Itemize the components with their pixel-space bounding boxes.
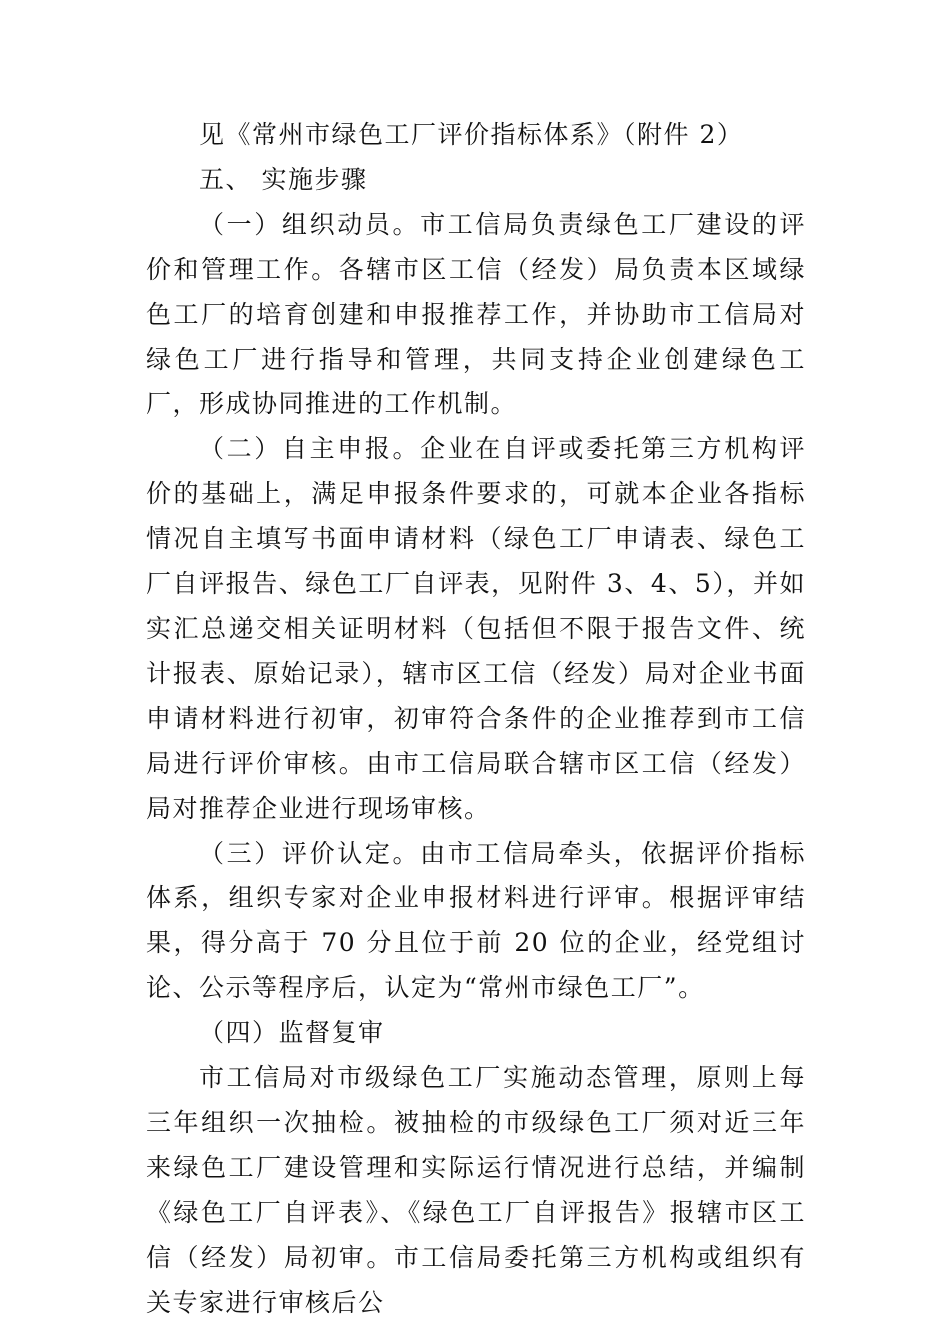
subheading-supervision-review: （四）监督复审	[199, 1018, 385, 1048]
paragraph-attachment-reference: 见《常州市绿色工厂评价指标体系》（附件 2）	[199, 120, 744, 149]
document-body	[146, 113, 806, 1325]
paragraph-evaluation-recognition: （三）评价认定。由市工信局牵头，依据评价指标体系，组织专家对企业申报材料进行评审。根据评审结果，得分高于 70 分且位于前 20 位的企业，经党组讨论、公示等程序后，认定为“常州市绿色工厂”。	[146, 838, 806, 1003]
paragraph-dynamic-management: 市工信局对市级绿色工厂实施动态管理，原则上每三年组织一次抽检。被抽检的市级绿色工厂须对近三年来绿色工厂建设管理和实际运行情况进行总结，并编制《绿色工厂自评表》、《绿色工厂自评报告》报辖市区工信（经发）局初审。市工信局委托第三方机构或组织有关专家进行审核后公	[146, 1063, 806, 1317]
paragraph-organize-mobilize: （一）组织动员。市工信局负责绿色工厂建设的评价和管理工作。各辖市区工信（经发）局负责本区域绿色工厂的培育创建和申报推荐工作，并协助市工信局对绿色工厂进行指导和管理，共同支持企业创建绿色工厂，形成协同推进的工作机制。	[146, 209, 806, 419]
section-heading-implementation-steps: 五、 实施步骤	[199, 164, 368, 194]
paragraph-self-declaration: （二）自主申报。企业在自评或委托第三方机构评价的基础上，满足申报条件要求的，可就本企业各指标情况自主填写书面申请材料（绿色工厂申请表、绿色工厂自评报告、绿色工厂自评表，见附件 3、4、5），并如实汇总递交相关证明材料（包括但不限于报告文件、统计报表、原始记录），辖市区工信（经发）局对企业书面申请材料进行初审，初审符合条件的企业推荐到市工信局进行评价审核。由市工信局联合辖市区工信（经发）局对推荐企业进行现场审核。	[146, 434, 806, 823]
